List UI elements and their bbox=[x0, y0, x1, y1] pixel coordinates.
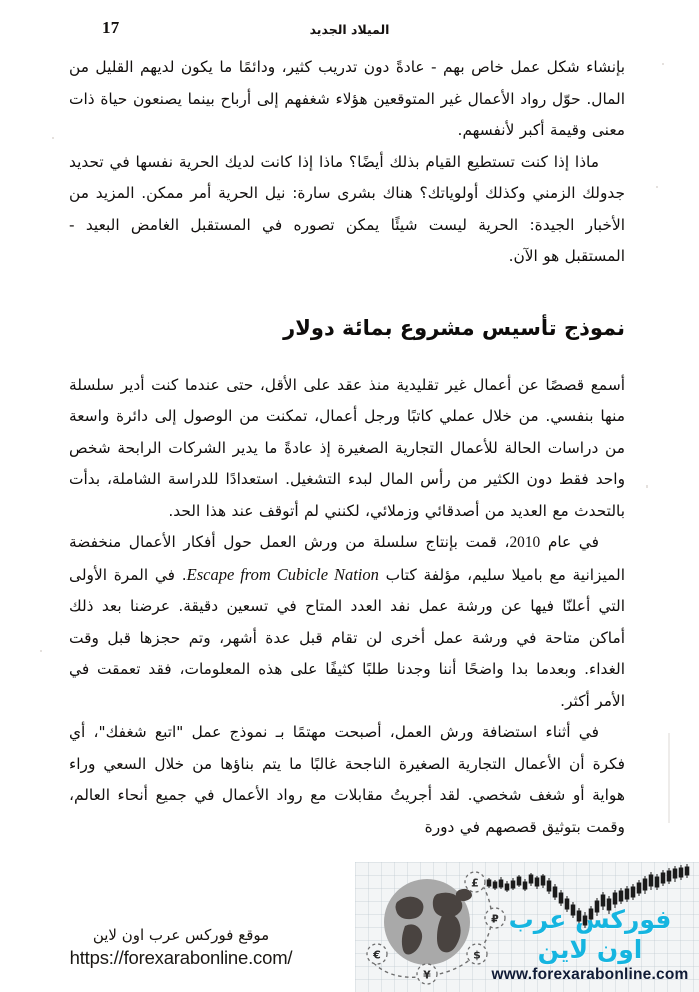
page-number: 17 bbox=[102, 18, 120, 37]
scan-speckle bbox=[40, 650, 42, 652]
year-2010: 2010 bbox=[509, 534, 541, 551]
banner-wordmark bbox=[487, 905, 693, 985]
site-credit-arabic-label: موقع فوركس عرب اون لاين bbox=[92, 926, 270, 944]
banner-logo-arabic: فوركس عرب اون لاين bbox=[508, 905, 672, 964]
forex-watermark-banner bbox=[355, 862, 699, 992]
section-heading: نموذج تأسيس مشروع بمائة دولار bbox=[283, 315, 625, 340]
paragraph-workshops-part2: ، قمت بإنتاج سلسلة من ورش العمل حول أفكار الأعمال منخفضة الميزانية مع باميلا سليم، مؤلفة كتاب bbox=[69, 533, 625, 584]
currency-symbol-gbp: £ bbox=[471, 876, 479, 890]
scan-edge-line bbox=[668, 733, 670, 823]
paragraph-continuation: بإنشاء شكل عمل خاص بهم - عادةً دون تدريب كثير، ودائمًا ما يكون لديهم القليل من المال. حوّل رواد الأعمال غير المتوقعين هؤلاء شغفهم إلى أرباح بينما يصنعون حياة ذات معنى وقيمة أكبر لأنفسهم. bbox=[69, 58, 625, 139]
currency-symbol-jpy: ¥ bbox=[423, 968, 431, 982]
paragraph-follow-your-passion: في أثناء استضافة ورش العمل، أصبحت مهتمًا بـ نموذج عمل "اتبع شغفك"، أي فكرة أن الأعمال التجارية الصغيرة الناجحة غالبًا ما يتم بناؤها من خلال السعي وراء هواية أو شغف شخصي. لقد أجريتُ مقابلات مع رواد الأعمال في جميع أنحاء العالم، وقمت بتوثيق قصصهم في دورة bbox=[69, 723, 625, 836]
scan-speckle bbox=[646, 485, 648, 488]
spacer-above-heading bbox=[69, 273, 625, 316]
running-book-title: الميلاد الجديد bbox=[309, 22, 390, 37]
paragraph-workshops-part3: . في المرة الأولى التي أعلنّا فيها عن ورشة عمل نفد العدد المتاح في تسعين دقيقة. عرضنا بعد ذلك أماكن متاحة في ورشة عمل أخرى لن تقام قبل عدة أشهر، وتم حجزها قبل وقت الغداء. وبعدما بدا واضحًا أننا وجدنا طلبًا كثيفًا على هذه المعلومات، فقد تعمقت في الأمر أكثر. bbox=[69, 565, 625, 710]
book-title-escape-from-cubicle-nation: Escape from Cubicle Nation bbox=[186, 564, 379, 584]
scan-speckle bbox=[52, 137, 54, 139]
currency-symbol-eur: € bbox=[373, 948, 381, 962]
page-header bbox=[0, 18, 699, 42]
paragraph-workshops-part1: في عام bbox=[540, 533, 599, 551]
text-column bbox=[69, 52, 625, 843]
paragraph-case-studies: أسمع قصصًا عن أعمال غير تقليدية منذ عقد على الأقل، حتى عندما كنت أدير سلسلة منها بنفسي. من خلال عملي كاتبًا ورجل أعمال، تمكنت من الوصول إلى دائرة واسعة من دراسات الحالة للأعمال التجارية الصغيرة إذ عادةً ما يدير الشركات الرابحة شخص واحد فقط دون الكثير من رأس المال لبدء التشغيل. استعدادًا للدراسة الشاملة، بدأت بالتحدث مع العديد من أصدقائي وزملائي، لكنني لم أتوقف عند هذا الحد. bbox=[69, 375, 625, 520]
scan-speckle bbox=[662, 63, 664, 65]
site-credit bbox=[16, 924, 346, 970]
banner-logo-url[interactable]: www.forexarabonline.com bbox=[491, 966, 689, 983]
spacer-below-heading bbox=[69, 340, 625, 370]
paragraph-freedom: ماذا إذا كنت تستطيع القيام بذلك أيضًا؟ ماذا إذا كانت لديك الحرية نفسها في تحديد جدولك الزمني وكذلك أولوياتك؟ هناك بشرى سارة: نيل الحرية أمر ممكن. المزيد من الأخبار الجيدة: الحرية ليست شيئًا يمكن تصوره في المستقبل الغامض البعيد - المستقبل هو الآن. bbox=[69, 152, 625, 265]
site-credit-url[interactable]: https://forexarabonline.com/ bbox=[69, 947, 293, 968]
currency-symbol-rub: ₽ bbox=[491, 912, 499, 926]
scan-speckle bbox=[656, 186, 658, 188]
paragraph-workshops bbox=[69, 527, 625, 717]
currency-symbol-usd: $ bbox=[473, 948, 481, 962]
